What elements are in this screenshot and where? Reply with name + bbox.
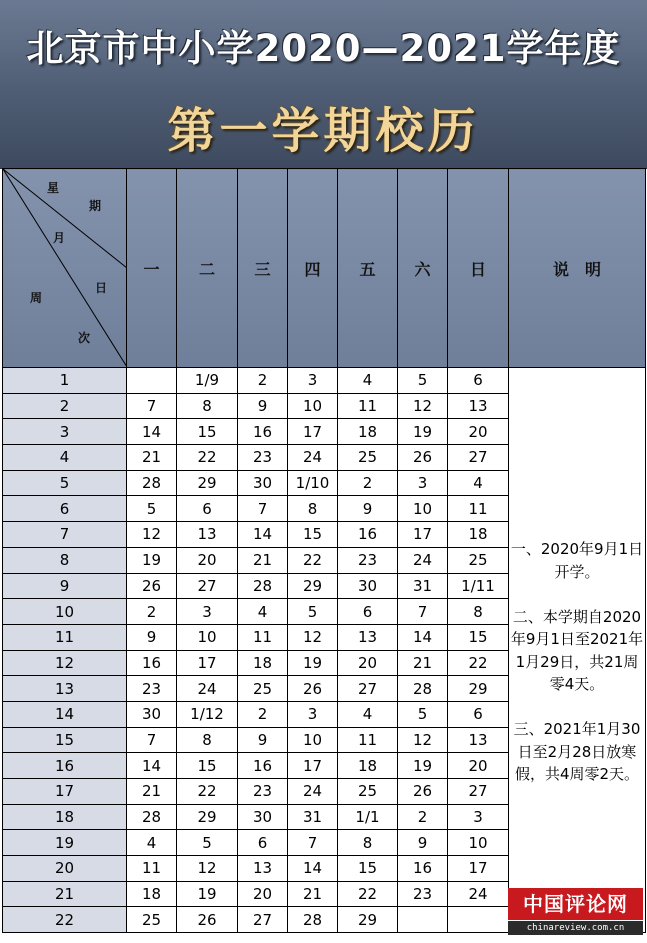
day-cell-mon: 5 [127, 496, 177, 522]
day-cell-sat: 14 [398, 624, 448, 650]
day-cell-sat: 31 [398, 573, 448, 599]
day-cell-thu: 19 [288, 650, 338, 676]
day-cell-tue: 15 [177, 419, 238, 445]
day-cell-thu: 10 [288, 727, 338, 753]
day-cell-fri: 4 [338, 368, 398, 394]
day-cell-tue: 12 [177, 856, 238, 882]
notes-cell [509, 368, 646, 933]
week-number-cell: 7 [3, 522, 127, 548]
day-cell-tue: 27 [177, 573, 238, 599]
day-cell-tue: 22 [177, 779, 238, 805]
day-cell-thu: 10 [288, 393, 338, 419]
day-cell-sat: 19 [398, 753, 448, 779]
day-cell-thu: 8 [288, 496, 338, 522]
day-cell-mon: 18 [127, 881, 177, 907]
day-cell-tue: 8 [177, 393, 238, 419]
day-cell-tue: 13 [177, 522, 238, 548]
day-cell-sun [448, 907, 509, 933]
day-cell-sat: 10 [398, 496, 448, 522]
watermark-logo [508, 888, 643, 938]
day-cell-sat: 21 [398, 650, 448, 676]
week-number-cell: 18 [3, 804, 127, 830]
day-cell-wed: 23 [238, 445, 288, 471]
week-number-cell: 6 [3, 496, 127, 522]
day-cell-mon: 14 [127, 419, 177, 445]
day-cell-wed: 6 [238, 830, 288, 856]
day-cell-fri: 25 [338, 779, 398, 805]
note-paragraph: 二、本学期自2020年9月1日至2021年1月29日，共21周零4天。 [510, 607, 644, 694]
corner-label-ci: 次 [78, 331, 91, 345]
week-number-cell: 15 [3, 727, 127, 753]
day-cell-sun: 13 [448, 727, 509, 753]
day-cell-wed: 9 [238, 393, 288, 419]
corner-label-qi: 期 [89, 199, 102, 213]
day-cell-sat: 12 [398, 393, 448, 419]
day-cell-sat: 5 [398, 368, 448, 394]
day-cell-fri: 2 [338, 470, 398, 496]
day-cell-sun: 27 [448, 779, 509, 805]
day-cell-thu: 31 [288, 804, 338, 830]
day-cell-fri: 30 [338, 573, 398, 599]
day-cell-fri: 8 [338, 830, 398, 856]
calendar-body [3, 368, 646, 933]
note-paragraph: 三、2021年1月30日至2月28日放寒假，共4周零2天。 [513, 720, 641, 784]
day-cell-fri: 22 [338, 881, 398, 907]
col-header-wed: 三 [238, 169, 288, 368]
day-cell-fri: 9 [338, 496, 398, 522]
day-cell-sun: 11 [448, 496, 509, 522]
day-cell-sun: 22 [448, 650, 509, 676]
day-cell-tue: 19 [177, 881, 238, 907]
day-cell-fri: 11 [338, 727, 398, 753]
day-cell-fri: 13 [338, 624, 398, 650]
day-cell-sat: 26 [398, 445, 448, 471]
notes-top-spacer [509, 514, 645, 538]
day-cell-sun: 6 [448, 701, 509, 727]
col-header-sat: 六 [398, 169, 448, 368]
watermark-main-text: 中国评论网 [508, 888, 643, 920]
day-cell-thu: 26 [288, 676, 338, 702]
day-cell-thu: 3 [288, 368, 338, 394]
day-cell-mon: 7 [127, 393, 177, 419]
day-cell-fri: 20 [338, 650, 398, 676]
week-number-cell: 9 [3, 573, 127, 599]
day-cell-sun: 20 [448, 419, 509, 445]
week-number-cell: 12 [3, 650, 127, 676]
corner-label-xing: 星 [47, 181, 60, 195]
day-cell-sun: 3 [448, 804, 509, 830]
day-cell-sat: 26 [398, 779, 448, 805]
day-cell-wed: 13 [238, 856, 288, 882]
day-cell-tue: 5 [177, 830, 238, 856]
day-cell-wed: 11 [238, 624, 288, 650]
day-cell-thu: 7 [288, 830, 338, 856]
page-header [0, 0, 647, 169]
col-header-mon: 一 [127, 169, 177, 368]
day-cell-sat: 28 [398, 676, 448, 702]
day-cell-thu: 1/10 [288, 470, 338, 496]
day-cell-sat: 5 [398, 701, 448, 727]
day-cell-tue: 1/12 [177, 701, 238, 727]
day-cell-mon: 12 [127, 522, 177, 548]
day-cell-tue: 22 [177, 445, 238, 471]
day-cell-thu: 24 [288, 445, 338, 471]
title-main: 北京市中小学2020—2021学年度 [26, 27, 621, 70]
day-cell-sun: 8 [448, 599, 509, 625]
day-cell-sat: 7 [398, 599, 448, 625]
day-cell-wed: 16 [238, 419, 288, 445]
day-cell-thu: 12 [288, 624, 338, 650]
day-cell-sun: 4 [448, 470, 509, 496]
week-number-cell: 10 [3, 599, 127, 625]
watermark-url-text: chinareview.com.cn [508, 921, 643, 935]
day-cell-sun: 27 [448, 445, 509, 471]
corner-diagonal-lines [3, 169, 127, 367]
day-cell-mon: 4 [127, 830, 177, 856]
day-cell-mon: 16 [127, 650, 177, 676]
week-number-cell: 22 [3, 907, 127, 933]
day-cell-mon: 14 [127, 753, 177, 779]
week-number-cell: 14 [3, 701, 127, 727]
day-cell-tue: 29 [177, 804, 238, 830]
day-cell-mon: 30 [127, 701, 177, 727]
week-number-cell: 8 [3, 547, 127, 573]
day-cell-wed: 20 [238, 881, 288, 907]
day-cell-thu: 3 [288, 701, 338, 727]
day-cell-thu: 24 [288, 779, 338, 805]
day-cell-wed: 28 [238, 573, 288, 599]
day-cell-sun: 1/11 [448, 573, 509, 599]
day-cell-sun: 13 [448, 393, 509, 419]
day-cell-thu: 22 [288, 547, 338, 573]
corner-header-cell [3, 169, 127, 368]
week-number-cell: 5 [3, 470, 127, 496]
corner-label-ri: 日 [95, 281, 108, 295]
day-cell-sun: 24 [448, 881, 509, 907]
day-cell-wed: 7 [238, 496, 288, 522]
col-header-thu: 四 [288, 169, 338, 368]
day-cell-mon [127, 368, 177, 394]
day-cell-tue: 20 [177, 547, 238, 573]
day-cell-mon: 2 [127, 599, 177, 625]
day-cell-fri: 29 [338, 907, 398, 933]
day-cell-tue: 29 [177, 470, 238, 496]
day-cell-mon: 23 [127, 676, 177, 702]
day-cell-tue: 6 [177, 496, 238, 522]
day-cell-tue: 15 [177, 753, 238, 779]
day-cell-thu: 17 [288, 419, 338, 445]
week-number-cell: 4 [3, 445, 127, 471]
week-number-cell: 16 [3, 753, 127, 779]
day-cell-sat: 9 [398, 830, 448, 856]
day-cell-wed: 18 [238, 650, 288, 676]
day-cell-thu: 5 [288, 599, 338, 625]
day-cell-fri: 18 [338, 753, 398, 779]
day-cell-sat: 3 [398, 470, 448, 496]
day-cell-fri: 1/1 [338, 804, 398, 830]
day-cell-wed: 2 [238, 701, 288, 727]
week-number-cell: 1 [3, 368, 127, 394]
day-cell-sat: 24 [398, 547, 448, 573]
day-cell-mon: 21 [127, 445, 177, 471]
day-cell-fri: 16 [338, 522, 398, 548]
day-cell-tue: 17 [177, 650, 238, 676]
day-cell-mon: 28 [127, 804, 177, 830]
week-number-cell: 20 [3, 856, 127, 882]
col-header-fri: 五 [338, 169, 398, 368]
day-cell-wed: 21 [238, 547, 288, 573]
day-cell-sun: 25 [448, 547, 509, 573]
day-cell-tue: 1/9 [177, 368, 238, 394]
day-cell-wed: 25 [238, 676, 288, 702]
day-cell-sun: 17 [448, 856, 509, 882]
week-number-cell: 19 [3, 830, 127, 856]
day-cell-tue: 26 [177, 907, 238, 933]
day-cell-sat: 17 [398, 522, 448, 548]
corner-label-yue: 月 [53, 231, 66, 245]
day-cell-sat: 12 [398, 727, 448, 753]
day-cell-sat [398, 907, 448, 933]
day-cell-mon: 11 [127, 856, 177, 882]
week-number-cell: 3 [3, 419, 127, 445]
day-cell-fri: 4 [338, 701, 398, 727]
day-cell-wed: 30 [238, 804, 288, 830]
day-cell-fri: 27 [338, 676, 398, 702]
day-cell-fri: 11 [338, 393, 398, 419]
day-cell-fri: 23 [338, 547, 398, 573]
day-cell-wed: 14 [238, 522, 288, 548]
day-cell-sun: 18 [448, 522, 509, 548]
week-number-cell: 13 [3, 676, 127, 702]
day-cell-wed: 27 [238, 907, 288, 933]
corner-label-zhou: 周 [30, 291, 43, 305]
day-cell-thu: 29 [288, 573, 338, 599]
col-header-sun: 日 [448, 169, 509, 368]
day-cell-sun: 10 [448, 830, 509, 856]
day-cell-wed: 16 [238, 753, 288, 779]
day-cell-fri: 18 [338, 419, 398, 445]
day-cell-thu: 28 [288, 907, 338, 933]
day-cell-thu: 14 [288, 856, 338, 882]
day-cell-mon: 26 [127, 573, 177, 599]
day-cell-thu: 15 [288, 522, 338, 548]
note-paragraph: 一、2020年9月1日开学。 [510, 540, 644, 581]
day-cell-mon: 7 [127, 727, 177, 753]
col-header-tue: 二 [177, 169, 238, 368]
day-cell-mon: 28 [127, 470, 177, 496]
day-cell-wed: 2 [238, 368, 288, 394]
day-cell-tue: 8 [177, 727, 238, 753]
day-cell-tue: 24 [177, 676, 238, 702]
day-cell-sat: 16 [398, 856, 448, 882]
week-number-cell: 17 [3, 779, 127, 805]
day-cell-sun: 6 [448, 368, 509, 394]
week-number-cell: 2 [3, 393, 127, 419]
day-cell-wed: 9 [238, 727, 288, 753]
day-cell-mon: 21 [127, 779, 177, 805]
day-cell-fri: 15 [338, 856, 398, 882]
day-cell-mon: 9 [127, 624, 177, 650]
calendar-table [2, 168, 646, 933]
header-row [3, 169, 646, 368]
day-cell-wed: 23 [238, 779, 288, 805]
day-cell-sat: 19 [398, 419, 448, 445]
day-cell-sun: 20 [448, 753, 509, 779]
day-cell-tue: 3 [177, 599, 238, 625]
day-cell-sat: 23 [398, 881, 448, 907]
day-cell-thu: 17 [288, 753, 338, 779]
day-cell-wed: 4 [238, 599, 288, 625]
day-cell-fri: 6 [338, 599, 398, 625]
day-cell-fri: 25 [338, 445, 398, 471]
day-cell-thu: 21 [288, 881, 338, 907]
col-header-notes: 说 明 [509, 169, 646, 368]
day-cell-wed: 30 [238, 470, 288, 496]
day-cell-sun: 29 [448, 676, 509, 702]
day-cell-tue: 10 [177, 624, 238, 650]
day-cell-sun: 15 [448, 624, 509, 650]
notes-gap [509, 696, 645, 719]
day-cell-mon: 19 [127, 547, 177, 573]
day-cell-mon: 25 [127, 907, 177, 933]
day-cell-sat: 2 [398, 804, 448, 830]
title-sub: 第一学期校历 [167, 103, 480, 159]
week-row [3, 368, 646, 394]
notes-gap [509, 583, 645, 606]
week-number-cell: 11 [3, 624, 127, 650]
week-number-cell: 21 [3, 881, 127, 907]
